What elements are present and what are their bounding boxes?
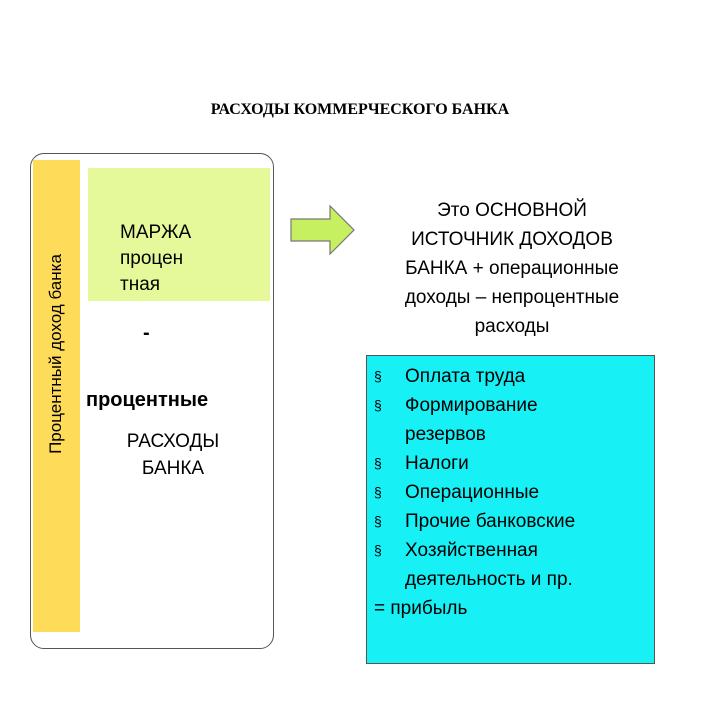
- bullet-icon: §: [374, 397, 382, 413]
- margin-line: МАРЖА: [120, 222, 192, 243]
- interest-word: процентные: [86, 389, 209, 411]
- main-source-line: доходы – непроцентные: [404, 287, 620, 308]
- arrow-shape: [291, 206, 354, 254]
- bank-expenses-label: [103, 428, 243, 482]
- list-item-text: Хозяйственная: [405, 540, 538, 561]
- diagram-title: РАСХОДЫ КОММЕРЧЕСКОГО БАНКА: [210, 101, 510, 118]
- expenses-line: РАСХОДЫ: [126, 431, 220, 452]
- main-source-line: БАНКА + операционные: [405, 258, 619, 279]
- minus-sign: -: [143, 322, 150, 344]
- bullet-icon: §: [374, 542, 382, 558]
- list-item-text: Прочие банковские: [405, 511, 576, 532]
- main-source-line: Это ОСНОВНОЙ: [437, 200, 587, 221]
- list-item: [374, 362, 654, 391]
- list-item-text: Оплата труда: [405, 366, 526, 387]
- main-income-source-text: [357, 196, 667, 341]
- right-arrow-icon: [290, 204, 356, 256]
- bullet-icon: §: [374, 513, 382, 529]
- list-item-text: резервов: [405, 424, 486, 445]
- list-item-text: Операционные: [405, 482, 540, 503]
- list-item: [374, 478, 654, 507]
- expenses-line: БАНКА: [141, 458, 205, 479]
- list-item: [374, 536, 654, 594]
- list-item-text: Налоги: [405, 453, 469, 474]
- expenses-list: [374, 362, 654, 623]
- interest-income-label: Процентный доход банка: [46, 254, 65, 454]
- list-item-text: деятельность и пр.: [405, 569, 573, 590]
- list-item: [374, 391, 654, 449]
- bullet-icon: §: [374, 368, 382, 384]
- main-source-line: ИСТОЧНИК ДОХОДОВ: [411, 229, 613, 250]
- bullet-icon: §: [374, 484, 382, 500]
- list-item: [374, 507, 654, 536]
- main-source-line: расходы: [474, 316, 550, 337]
- list-item-text: Формирование: [405, 395, 538, 416]
- profit-result: = прибыль: [374, 598, 468, 619]
- list-item: [374, 449, 654, 478]
- margin-label: [120, 220, 191, 298]
- margin-line: процен: [120, 248, 184, 269]
- bullet-icon: §: [374, 455, 382, 471]
- margin-line: тная: [120, 274, 161, 295]
